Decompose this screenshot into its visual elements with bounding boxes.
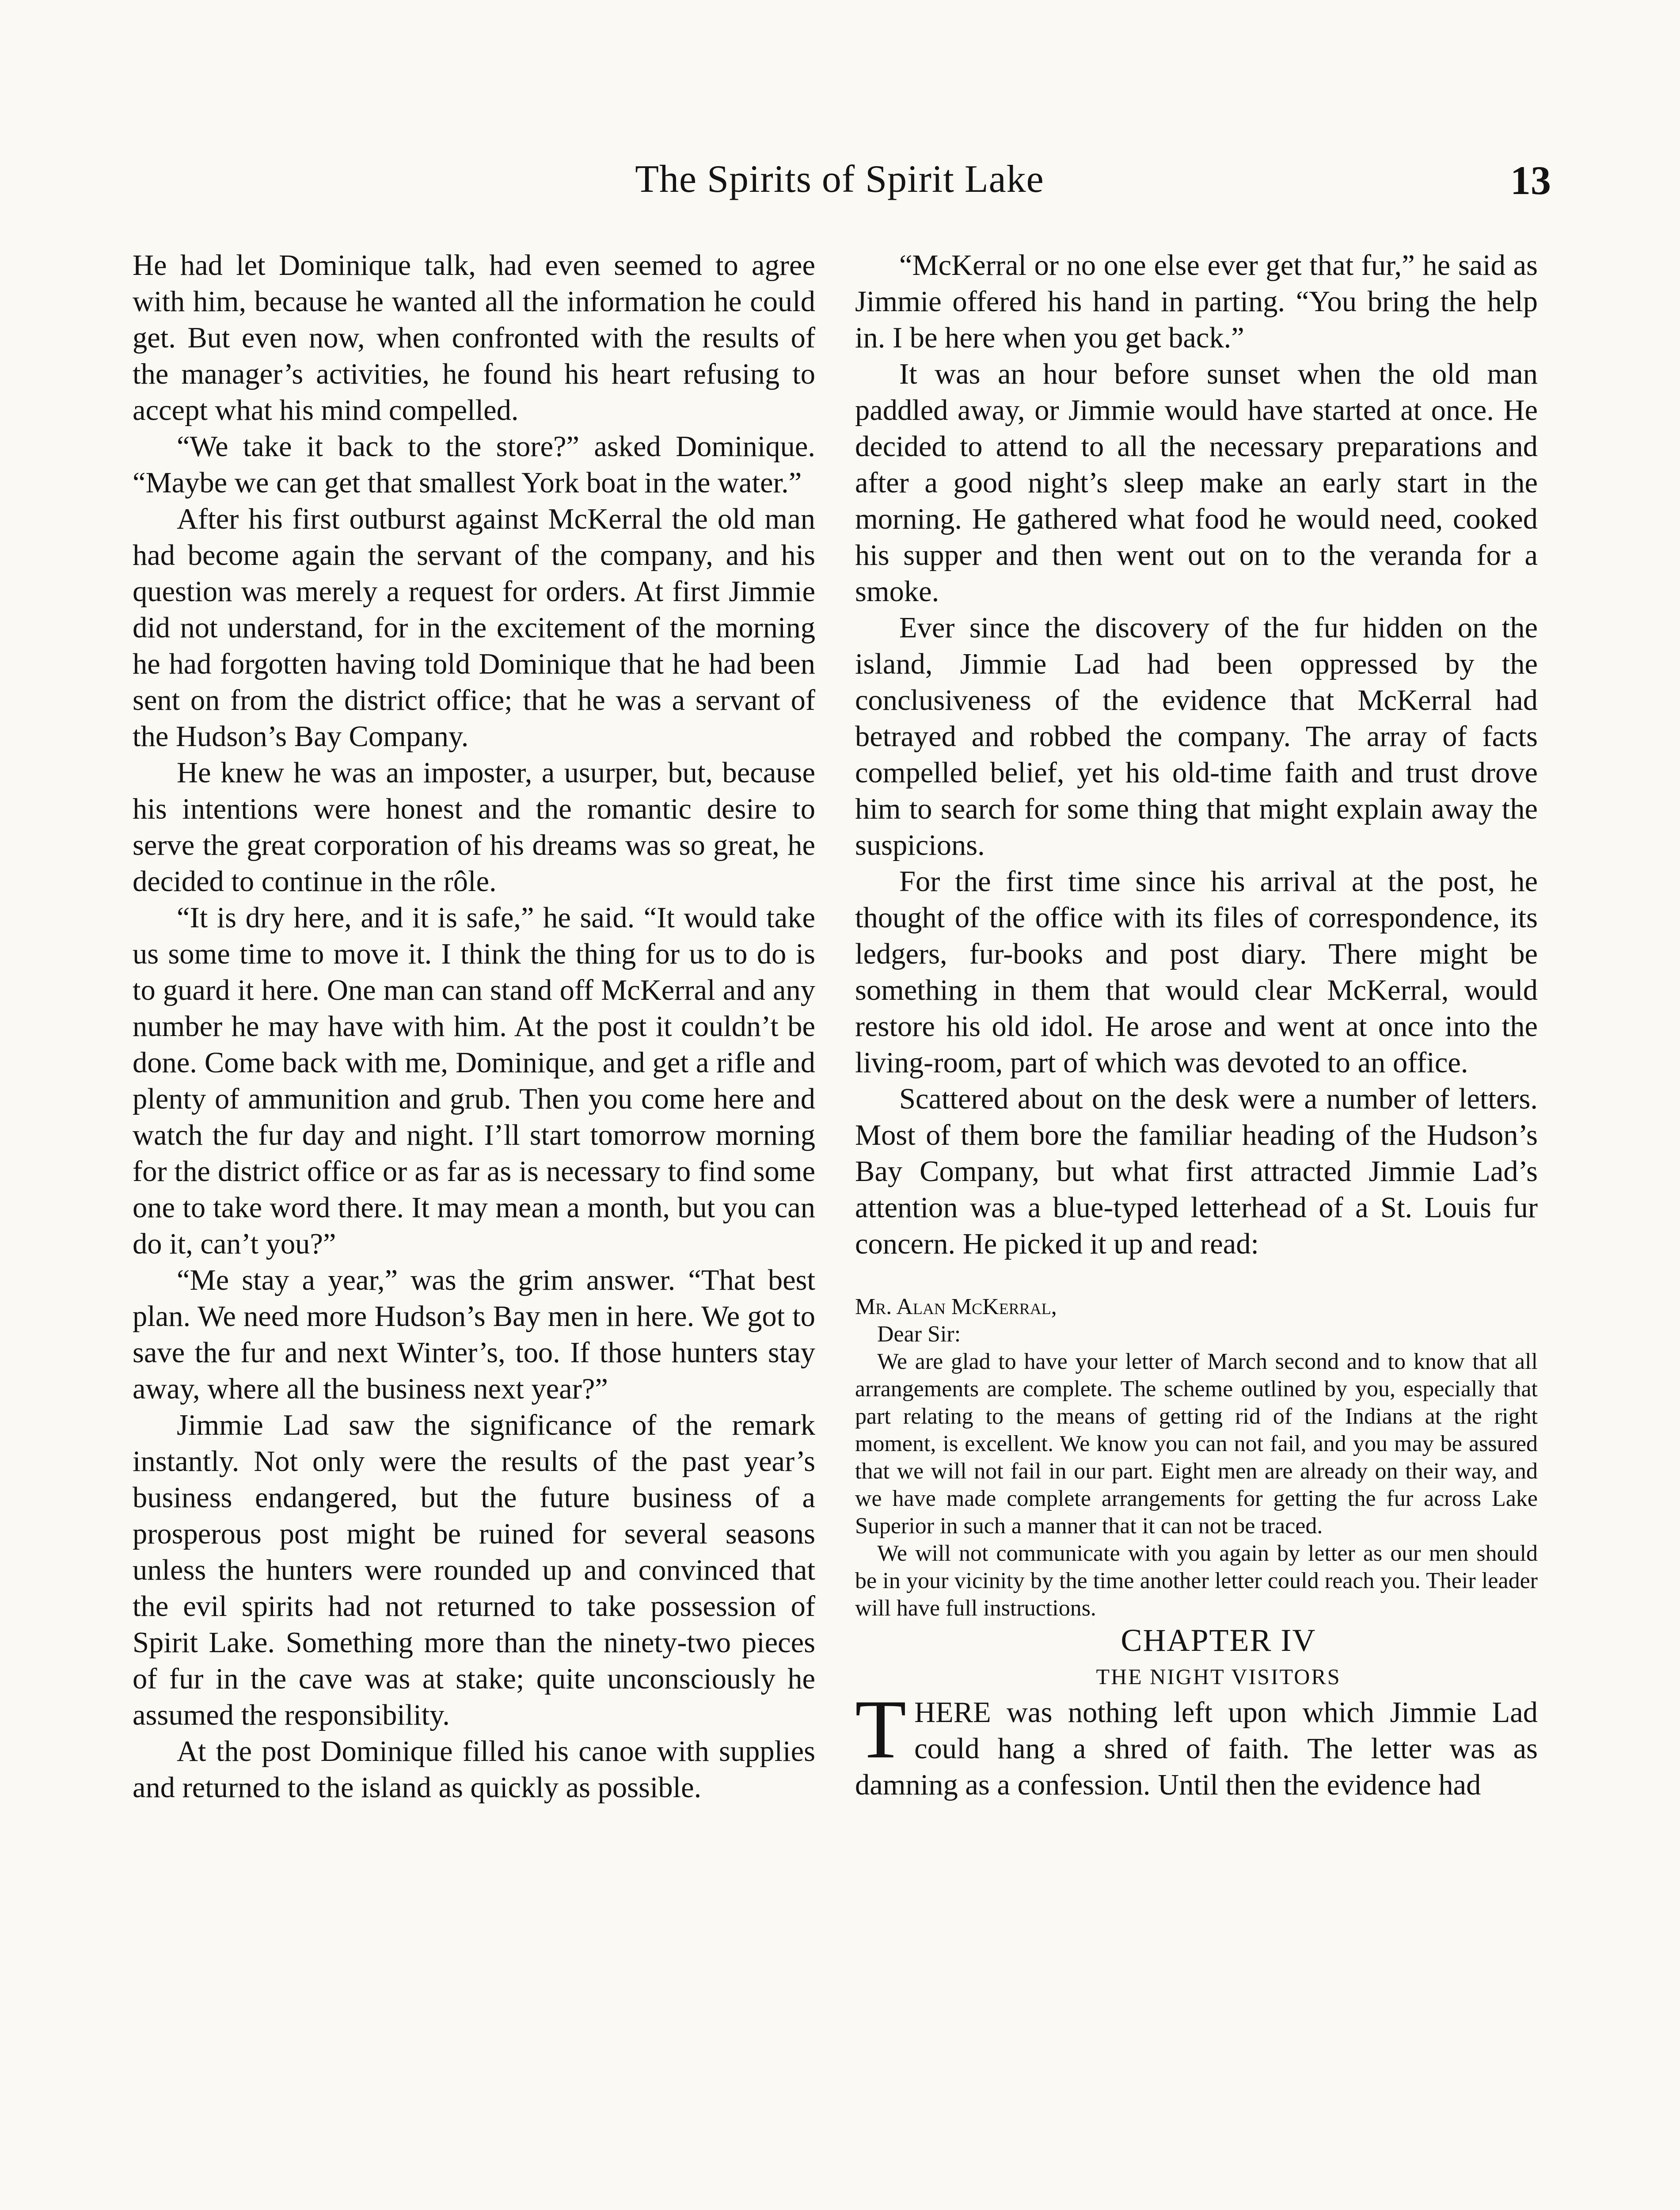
paragraph: He knew he was an imposter, a usurper, but, because his intentions were honest and the romantic desire to serve the great corporation of his dreams was so great, he decided to continue in the rôle.	[133, 757, 815, 898]
chapter-subtitle: THE NIGHT VISITORS	[1096, 1664, 1341, 1689]
paragraph: It was an hour before sunset when the old man paddled away, or Jimmie would have started at once. He decided to attend to all the necessary preparations and after a good night’s sleep make an early start in the morning. He gathered what food he would need, cooked his supper and then went out on to the veranda for a smoke.	[855, 358, 1538, 608]
paragraph: Ever since the discovery of the fur hidden on the island, Jimmie Lad had been oppressed by the conclusiveness of the evidence that McKerral had betrayed and robbed the company. The array of facts compelled belief, yet his old-time faith and trust drove him to search for some thing that might explain away the suspicions.	[855, 612, 1538, 861]
paragraph: Jimmie Lad saw the significance of the remark instantly. Not only were the results of the past year’s business endangered, but the future business of a prosperous post might be ruined for several seasons unless the hunters were rounded up and convinced that the evil spirits had not returned to take possession of Spirit Lake. Something more than the ninety-two pieces of fur in the cave was at stake; quite unconsciously he assumed the responsibility.	[133, 1409, 815, 1731]
chapter-opening-paragraph	[855, 1683, 1538, 1803]
paragraph: He had let Dominique talk, had even seemed to agree with him, because he wanted all the information he could get. But even now, when confronted with the results of the manager’s activities, he found his heart refusing to accept what his mind compelled.	[133, 249, 815, 427]
letter-paragraph: We will not communicate with you again by letter as our men should be in your vicinity by the time another letter could reach you. Their leader will have full instructions.	[855, 1541, 1538, 1621]
paragraph: “Me stay a year,” was the grim answer. “That best plan. We need more Hudson’s Bay men in here. We got to save the fur and next Winter’s, too. If those hunters stay away, where all the business next year?”	[133, 1264, 815, 1405]
chapter-title: CHAPTER IV	[1121, 1623, 1316, 1658]
drop-cap: T	[855, 1683, 907, 1776]
quoted-letter	[855, 1293, 1538, 1622]
running-title: The Spirits of Spirit Lake	[635, 158, 1044, 201]
left-column	[133, 248, 815, 1806]
paragraph: For the first time since his arrival at the post, he thought of the office with its files of correspondence, its ledgers, fur-books and post diary. There might be something in them that would clear McKerral, would restore his old idol. He arose and went at once into the living-room, part of which was devoted to an office.	[855, 865, 1538, 1079]
chapter-opening-text: HERE was nothing left upon which Jimmie Lad could hang a shred of faith. The letter was as damning as a confession. Until then the evidence had	[855, 1696, 1538, 1801]
page-header	[133, 157, 1551, 219]
letter-salutation: Dear Sir:	[877, 1322, 961, 1347]
paragraph: “We take it back to the store?” asked Dominique. “Maybe we can get that smallest York boat in the water.”	[133, 431, 815, 499]
right-column	[855, 248, 1538, 1803]
paragraph: At the post Dominique filled his canoe with supplies and returned to the island as quickly as possible.	[133, 1735, 815, 1804]
letter-addressee: Mr. Alan McKerral,	[855, 1294, 1057, 1319]
paragraph: “It is dry here, and it is safe,” he said. “It would take us some time to move it. I think the thing for us to do is to guard it here. One man can stand off McKerral and any number he may have with him. At the post it couldn’t be done. Come back with me, Dominique, and get a rifle and plenty of ammunition and grub. Then you come here and watch the fur day and night. I’ll start tomorrow morning for the district office or as far as is necessary to find some one to take word there. It may mean a month, but you can do it, can’t you?”	[133, 902, 815, 1260]
paragraph: After his first outburst against McKerral the old man had become again the servant of the company, and his question was merely a request for orders. At first Jimmie did not understand, for in the excitement of the morning he had forgotten having told Dominique that he had been sent on from the district office; that he was a servant of the Hudson’s Bay Company.	[133, 503, 815, 753]
letter-paragraph: We are glad to have your letter of March second and to know that all arrangements are complete. The scheme outlined by you, especially that part relating to the means of getting rid of the Indians at the right moment, is excellent. We know you can not fail, and you may be assured that we will not fail in our part. Eight men are already on their way, and we have made complete arrangements for getting the fur across Lake Superior in such a manner that it can not be traced.	[855, 1349, 1538, 1539]
paragraph: Scattered about on the desk were a number of letters. Most of them bore the familiar heading of the Hudson’s Bay Company, but what first attracted Jimmie Lad’s attention was a blue-typed letterhead of a St. Louis fur concern. He picked it up and read:	[855, 1083, 1538, 1260]
page-number: 13	[1510, 158, 1551, 203]
paragraph: “McKerral or no one else ever get that fur,” he said as Jimmie offered his hand in parting. “You bring the help in. I be here when you get back.”	[855, 249, 1538, 354]
